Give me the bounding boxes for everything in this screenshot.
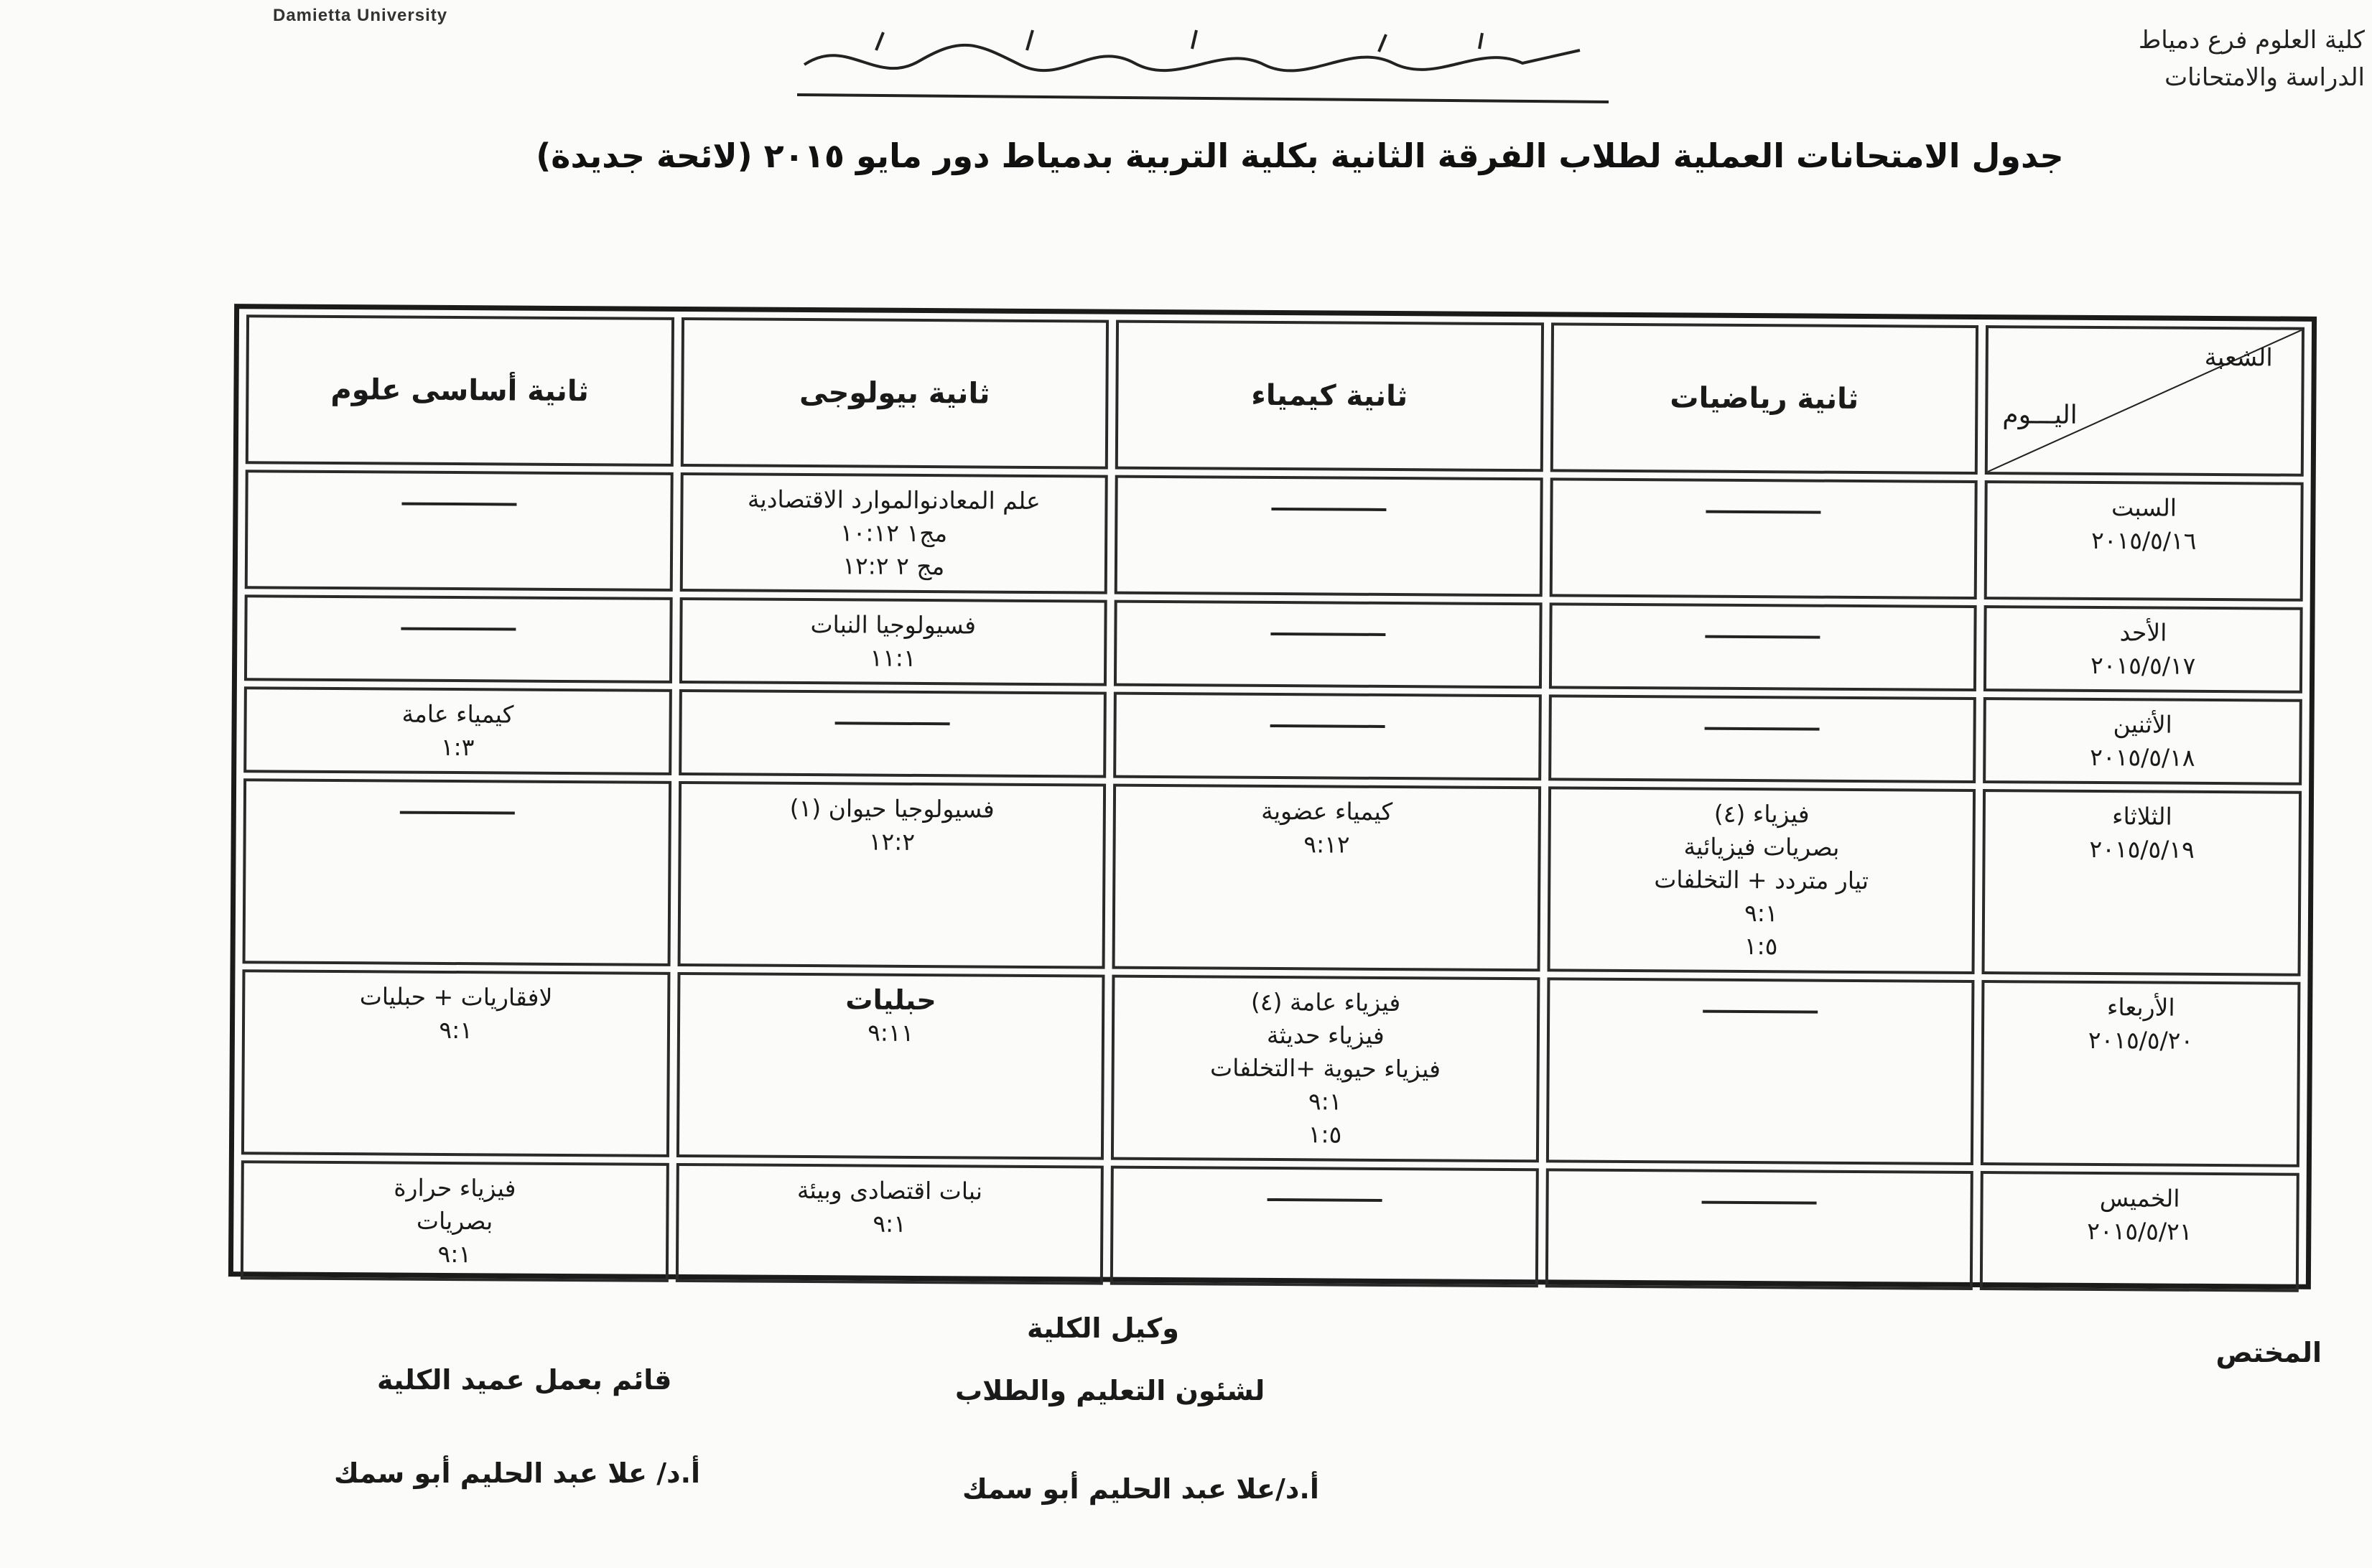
exam-detail: ١:٣ (440, 732, 475, 762)
exam-subject: نبات اقتصادى وبيئة (796, 1175, 983, 1205)
vice-dean-name: أ.د/علا عبد الحليم أبو سمك (962, 1473, 1319, 1505)
exam-cell-chemistry (1110, 1166, 1539, 1288)
column-header-chemistry: ثانية كيمياء (1115, 320, 1544, 472)
empty-slot-dash (400, 811, 515, 815)
exam-cell-chemistry (1111, 975, 1540, 1163)
exam-cell-math (1548, 694, 1976, 783)
table-row (245, 470, 2304, 602)
day-name: الخميس (2099, 1184, 2180, 1213)
empty-slot-dash (401, 503, 516, 506)
exam-cell-basic-science (241, 1160, 669, 1282)
corner-label-division: الشعبة (2204, 342, 2273, 373)
day-cell (1983, 697, 2302, 785)
empty-slot-dash (835, 722, 950, 725)
exam-cell-chemistry (1115, 475, 1543, 597)
exam-detail: ٩:١ (437, 1239, 472, 1269)
empty-slot-dash (1270, 633, 1385, 636)
table-row (243, 778, 2302, 976)
exam-cell-basic-science (243, 686, 671, 775)
exam-cell-biology (677, 781, 1106, 969)
day-date: ٢٠١٥/٥/١٦ (2090, 526, 2197, 555)
university-name: Damietta University (273, 6, 448, 25)
exam-subject: فسيولوجيا النبات (810, 610, 977, 640)
empty-slot-dash (1703, 1010, 1818, 1014)
table-row (241, 969, 2301, 1167)
day-name: الأثنين (2113, 710, 2172, 739)
exam-detail: ٩:١ (1744, 899, 1778, 928)
exam-detail: ١١:١ (870, 643, 916, 672)
exam-subject: حبليات (845, 984, 936, 1017)
handwritten-note (790, 22, 1616, 108)
day-date: ٢٠١٥/٥/١٨ (2090, 742, 2195, 772)
exam-cell-biology (676, 972, 1104, 1160)
exam-subject: فيزياء حرارة (394, 1173, 516, 1203)
faculty-header (2063, 22, 2365, 96)
day-name: الأربعاء (2106, 993, 2175, 1022)
exam-detail: ٩:١ (1308, 1087, 1342, 1116)
exam-detail: ١:٥ (1744, 932, 1778, 961)
exam-schedule-table (228, 304, 2317, 1289)
exam-subject: كيمياء عامة (401, 699, 514, 729)
exam-subject: علم المعادنوالموارد الاقتصادية (747, 485, 1041, 515)
exam-cell-basic-science (244, 594, 672, 683)
dean-name: أ.د/ علا عبد الحليم أبو سمك (334, 1457, 701, 1489)
empty-slot-dash (1271, 508, 1386, 511)
handwritten-note-drawing (790, 22, 1616, 108)
exam-detail: ٩:١ (439, 1015, 473, 1045)
day-date: ٢٠١٥/٥/٢١ (2087, 1216, 2192, 1246)
empty-slot-dash (1705, 727, 1820, 731)
day-name: الأحد (2119, 618, 2167, 647)
exam-detail: ١٢:٢ (868, 827, 916, 856)
day-date: ٢٠١٥/٥/٢٠ (2088, 1025, 2194, 1055)
schedule-grid (233, 309, 2312, 1298)
exam-subject: فسيولوجيا حيوان (١) (789, 793, 995, 823)
exam-cell-biology (679, 689, 1107, 778)
exam-detail: ٩:١١ (868, 1018, 914, 1047)
day-date: ٢٠١٥/٥/١٧ (2090, 650, 2196, 680)
vice-dean-title-1: وكيل الكلية (1027, 1312, 1179, 1344)
day-cell (1981, 980, 2300, 1167)
exam-cell-basic-science (243, 778, 671, 966)
exam-cell-math (1549, 477, 1978, 599)
exam-subject: كيمياء عضوية (1261, 796, 1393, 826)
exam-subject: فيزياء عامة (٤) (1250, 987, 1401, 1017)
exam-cell-math (1545, 977, 1974, 1165)
exam-detail: تيار متردد + التخلفات (1654, 865, 1869, 895)
exam-cell-chemistry (1114, 600, 1542, 689)
exam-cell-chemistry (1112, 784, 1541, 972)
exam-cell-biology (675, 1163, 1104, 1285)
exam-cell-basic-science (245, 470, 674, 592)
exam-detail: ١:٥ (1308, 1120, 1342, 1149)
column-header-biology: ثانية بيولوجى (680, 317, 1109, 470)
table-row (243, 686, 2302, 785)
exam-detail: مج١ ١٠:١٢ (839, 518, 948, 548)
empty-slot-dash (1702, 1201, 1817, 1205)
page-title: جدول الامتحانات العملية لطلاب الفرقة الثانية بكلية التربية بدمياط دور مايو ٢٠١٥ (لائحة جديدة) (536, 136, 2064, 175)
day-cell (1984, 480, 2304, 602)
exam-detail: ٩:١ (873, 1209, 907, 1238)
day-cell (1980, 1171, 2299, 1292)
day-date: ٢٠١٥/٥/١٩ (2089, 834, 2195, 864)
day-cell (1983, 605, 2303, 694)
exam-cell-chemistry (1113, 692, 1541, 781)
specialist-label: المختص (2215, 1337, 2322, 1368)
exam-subject: لافقاريات + حبليات (359, 982, 553, 1012)
exam-detail: مج ٢ ١٢:٢ (842, 551, 945, 581)
table-row (244, 594, 2303, 694)
exam-detail: ٩:١٢ (1303, 830, 1350, 859)
corner-label-day: اليـــوم (2002, 400, 2078, 430)
header-row (246, 314, 2304, 477)
empty-slot-dash (1706, 635, 1820, 639)
exam-detail: فيزياء حيوية +التخلفات (1209, 1053, 1441, 1083)
day-name: السبت (2111, 493, 2177, 522)
corner-cell (1985, 325, 2304, 477)
empty-slot-dash (1270, 724, 1385, 728)
day-name: الثلاثاء (2111, 802, 2172, 831)
exam-cell-math (1549, 602, 1977, 691)
department-line: الدراسة والامتحانات (2164, 63, 2365, 92)
table-row (241, 1160, 2299, 1292)
exam-cell-math (1545, 1168, 1973, 1290)
column-header-math: ثانية رياضيات (1550, 322, 1978, 475)
empty-slot-dash (1267, 1198, 1382, 1202)
exam-subject: فيزياء (٤) (1713, 799, 1810, 829)
exam-cell-biology (679, 597, 1107, 686)
exam-cell-biology (679, 472, 1108, 594)
empty-slot-dash (401, 627, 516, 631)
column-header-basic-science: ثانية أساسى علوم (246, 314, 674, 467)
faculty-line: كلية العلوم فرع دمياط (2138, 26, 2365, 55)
exam-cell-math (1547, 786, 1976, 974)
day-cell (1982, 789, 2302, 976)
exam-detail: بصريات (416, 1206, 493, 1236)
exam-cell-basic-science (241, 969, 670, 1157)
empty-slot-dash (1706, 510, 1821, 514)
exam-detail: بصريات فيزيائية (1683, 832, 1840, 862)
exam-detail: فيزياء حديثة (1266, 1020, 1385, 1050)
dean-title: قائم بعمل عميد الكلية (377, 1364, 672, 1396)
vice-dean-title-2: لشئون التعليم والطلاب (955, 1375, 1265, 1406)
